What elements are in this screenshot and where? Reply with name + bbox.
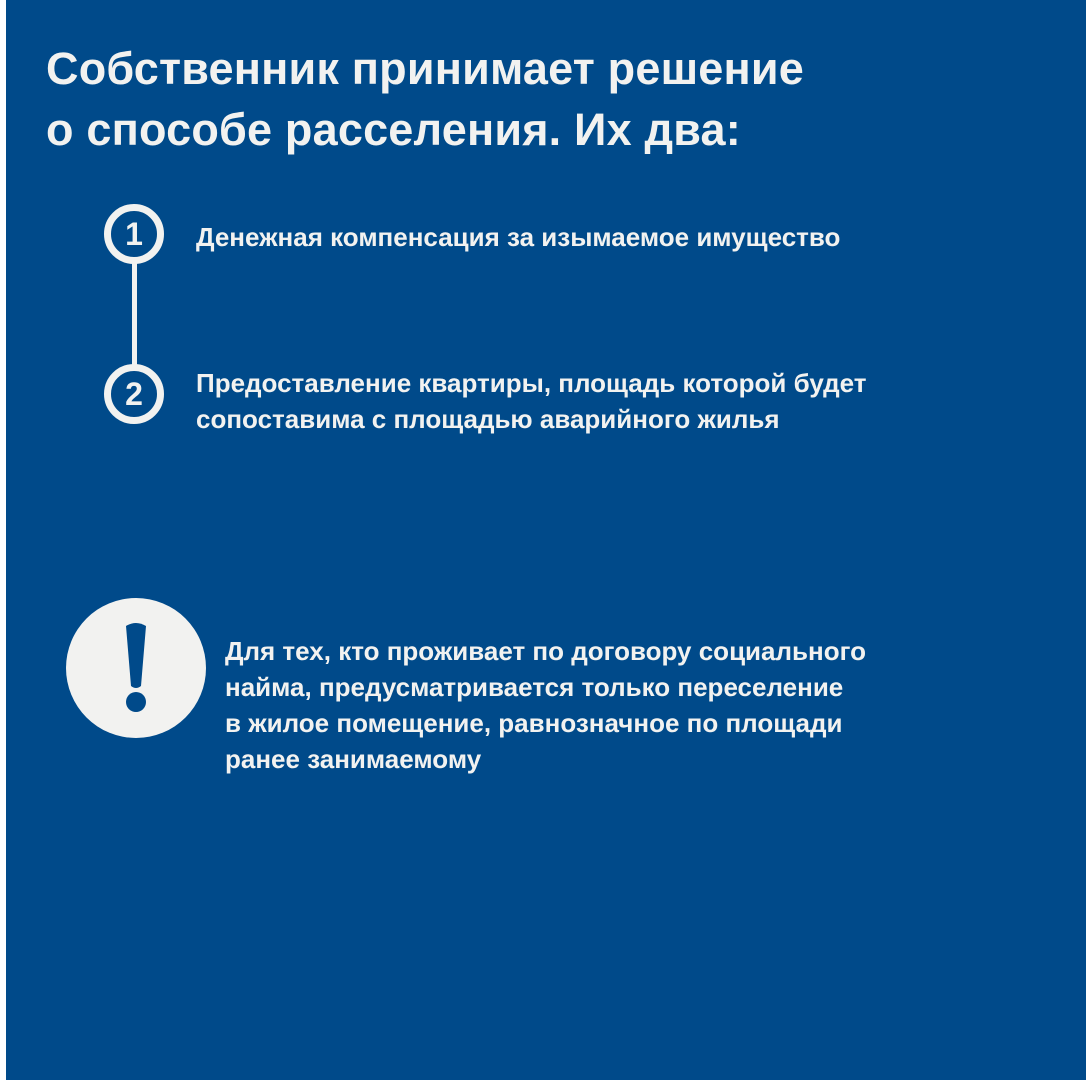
option-2-line-1: Предоставление квартиры, площадь которой будет: [196, 368, 867, 398]
notice-line-3: в жилое помещение, равнозначное по площади: [225, 708, 843, 738]
step-connector-line: [132, 262, 137, 366]
notice-line-4: ранее занимаемому: [225, 744, 482, 774]
title-line-2: о способе расселения. Их два:: [46, 104, 741, 155]
notice-line-1: Для тех, кто проживает по договору социального: [225, 636, 866, 666]
notice-line-2: найма, предусматривается только переселение: [225, 672, 844, 702]
step-1-number: 1: [125, 215, 143, 252]
option-1-text: [196, 219, 840, 255]
step-2-number: 2: [125, 375, 143, 412]
exclamation-icon: [66, 598, 206, 738]
step-2-badge: [104, 364, 164, 424]
page-title: [46, 38, 1046, 160]
infographic-card: [6, 0, 1086, 1080]
option-1-line-1: Денежная компенсация за изымаемое имущество: [196, 222, 841, 252]
option-2-text: [196, 365, 867, 437]
step-1-badge: [104, 204, 164, 264]
option-2-line-2: сопоставима с площадью аварийного жилья: [196, 404, 780, 434]
notice-text: [225, 633, 866, 777]
title-line-1: Собственник принимает решение: [46, 43, 804, 94]
